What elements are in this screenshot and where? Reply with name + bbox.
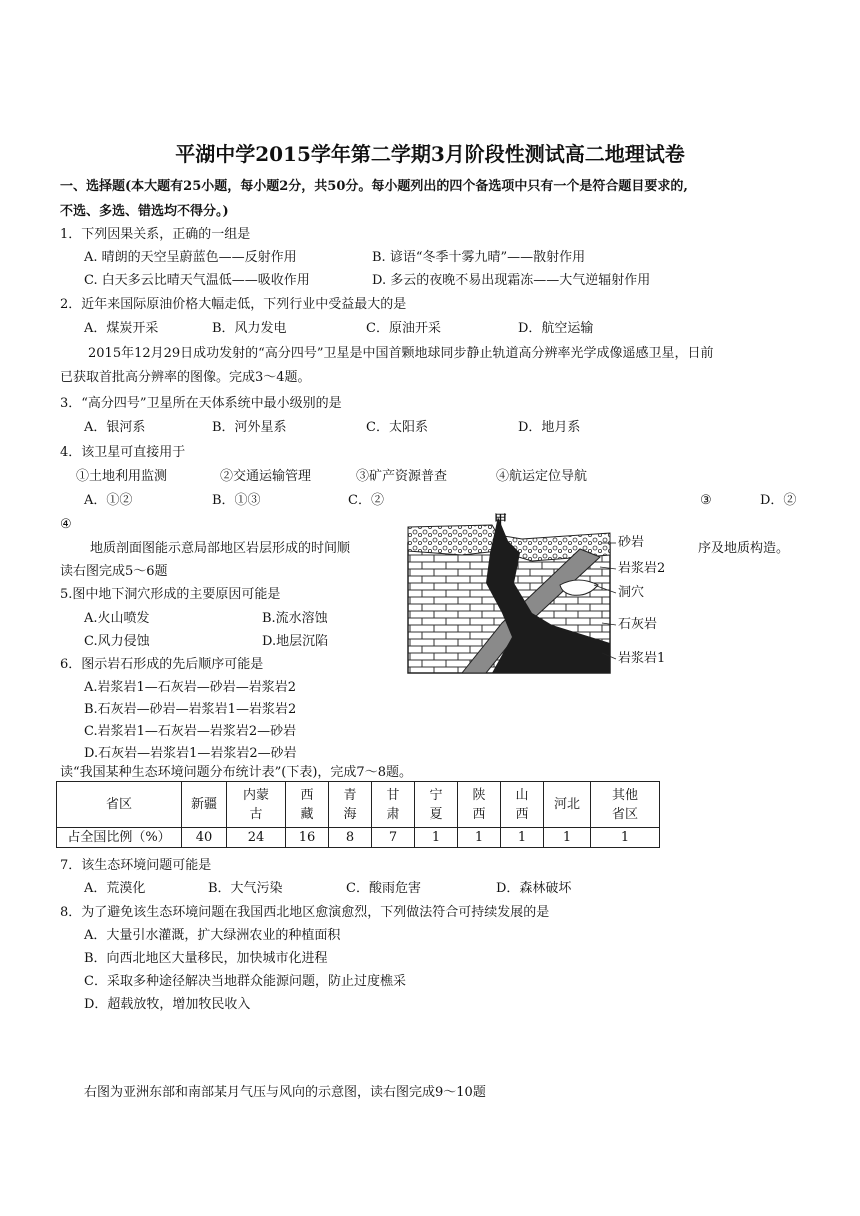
q7-option-d: D．森林破坏 (496, 881, 572, 896)
q4-option-c: C．② (348, 493, 384, 508)
q4-option-b: B．①③ (212, 493, 261, 508)
intro-3-4-line1: 2015年12月29日成功发射的“高分四号”卫星是中国首颗地球同步静止轨道高分辨率光学成像遥感卫星，日前 (88, 346, 714, 361)
table-header-cell: 青 海 (329, 782, 372, 828)
q4-item-2: ②交通运输管理 (220, 469, 312, 484)
q5-option-a: A.火山喷发 (84, 611, 150, 626)
q7-option-c: C．酸雨危害 (346, 881, 421, 896)
figure-label-cave: 洞穴 (618, 585, 645, 600)
table-header-cell: 陕 西 (458, 782, 501, 828)
intro-7-8: 读“我国某种生态环境问题分布统计表”(下表)，完成7～8题。 (60, 765, 412, 780)
table-cell: 1 (544, 828, 591, 848)
q4-option-a: A．①② (84, 493, 133, 508)
q3-option-d: D．地月系 (518, 420, 581, 435)
q3-option-a: A．银河系 (84, 420, 146, 435)
figure-label-magma-2: 岩浆岩2 (618, 561, 666, 576)
q3-stem: 3．“高分四号”卫星所在天体系统中最小级别的是 (60, 396, 342, 411)
q3-option-b: B．河外星系 (212, 420, 287, 435)
table-header-cell: 宁 夏 (415, 782, 458, 828)
figure-label-jia: 甲 (494, 513, 508, 528)
q6-option-c: C.岩浆岩1—石灰岩—岩浆岩2—砂岩 (84, 724, 297, 739)
q6-option-b: B.石灰岩—砂岩—岩浆岩1—岩浆岩2 (84, 702, 297, 717)
q7-stem: 7．该生态环境问题可能是 (60, 858, 212, 873)
table-cell: 24 (227, 828, 286, 848)
table-cell: 1 (501, 828, 544, 848)
q1-stem: 1．下列因果关系，正确的一组是 (60, 227, 251, 242)
q2-stem: 2．近年来国际原油价格大幅走低，下列行业中受益最大的是 (60, 297, 407, 312)
q4-option-d-tail: ④ (60, 517, 72, 532)
q5-stem: 5.图中地下洞穴形成的主要原因可能是 (60, 587, 281, 602)
table-header-cell: 甘 肃 (372, 782, 415, 828)
q7-option-a: A．荒漠化 (84, 881, 146, 896)
table-cell: 40 (182, 828, 227, 848)
table-row (57, 828, 660, 848)
q7-option-b: B．大气污染 (208, 881, 283, 896)
q5-option-d: D.地层沉陷 (262, 634, 329, 649)
table-header-cell: 其他 省区 (591, 782, 660, 828)
table-header-cell: 西 藏 (286, 782, 329, 828)
figure-label-sandstone: 砂岩 (618, 535, 645, 550)
page-title: 平湖中学2015学年第二学期3月阶段性测试高二地理试卷 (175, 142, 685, 166)
q8-option-c: C．采取多种途径解决当地群众能源问题，防止过度樵采 (84, 974, 406, 989)
q4-item-1: ①土地利用监测 (76, 469, 168, 484)
q8-option-d: D．超载放牧，增加牧民收入 (84, 997, 251, 1012)
q8-option-b: B．向西北地区大量移民，加快城市化进程 (84, 951, 328, 966)
q4-item-3: ③矿产资源普查 (356, 469, 448, 484)
intro-5-6-line2: 读右图完成5～6题 (60, 564, 168, 579)
q1-option-b: B. 谚语“冬季十雾九晴”——散射作用 (372, 250, 586, 265)
intro-3-4-line2: 已获取首批高分辨率的图像。完成3～4题。 (60, 370, 311, 385)
q2-option-b: B．风力发电 (212, 321, 287, 336)
q6-stem: 6．图示岩石形成的先后顺序可能是 (60, 657, 264, 672)
q5-option-c: C.风力侵蚀 (84, 634, 150, 649)
q2-option-a: A．煤炭开采 (84, 321, 159, 336)
geologic-cross-section-figure (402, 513, 682, 678)
q1-option-d: D. 多云的夜晚不易出现霜冻——大气逆辐射作用 (372, 273, 651, 288)
intro-5-6-line1b: 序及地质构造。 (698, 541, 790, 556)
q5-option-b: B.流水溶蚀 (262, 611, 328, 626)
figure-label-limestone: 石灰岩 (618, 617, 658, 632)
q4-option-d: D．② (760, 493, 797, 508)
table-header-cell: 山 西 (501, 782, 544, 828)
table-header-cell: 新疆 (182, 782, 227, 828)
table-header-cell: 省区 (57, 782, 182, 828)
table-header-cell: 河北 (544, 782, 591, 828)
table-header-row (57, 782, 660, 828)
section-heading-cont: 不选、多选、错选均不得分。) (60, 204, 229, 219)
table-cell: 16 (286, 828, 329, 848)
q1-option-a: A. 晴朗的天空呈蔚蓝色——反射作用 (84, 250, 297, 265)
statistics-table (56, 781, 660, 848)
q4-stem: 4．该卫星可直接用于 (60, 445, 186, 460)
q6-option-a: A.岩浆岩1—石灰岩—砂岩—岩浆岩2 (84, 680, 297, 695)
table-cell: 8 (329, 828, 372, 848)
q8-stem: 8．为了避免该生态环境问题在我国西北地区愈演愈烈，下列做法符合可持续发展的是 (60, 905, 550, 920)
table-cell: 占全国比例（%） (57, 828, 182, 848)
table-cell: 1 (458, 828, 501, 848)
q6-option-d: D.石灰岩—岩浆岩1—岩浆岩2—砂岩 (84, 746, 297, 761)
figure-label-magma-1: 岩浆岩1 (618, 651, 666, 666)
table-cell: 1 (415, 828, 458, 848)
intro-5-6-line1a: 地质剖面图能示意局部地区岩层形成的时间顺 (90, 541, 351, 556)
q8-option-a: A．大量引水灌溉，扩大绿洲农业的种植面积 (84, 928, 341, 943)
table-cell: 1 (591, 828, 660, 848)
q2-option-d: D．航空运输 (518, 321, 594, 336)
intro-9-10: 右图为亚洲东部和南部某月气压与风向的示意图，读右图完成9～10题 (84, 1085, 486, 1100)
q3-option-c: C．太阳系 (366, 420, 428, 435)
table-cell: 7 (372, 828, 415, 848)
q4-item-4: ④航运定位导航 (496, 469, 588, 484)
table-header-cell: 内蒙 古 (227, 782, 286, 828)
section-heading: 一、选择题(本大题有25小题，每小题2分，共50分。每小题列出的四个备选项中只有一个是符合题目要求的, (60, 179, 688, 194)
q2-option-c: C．原油开采 (366, 321, 441, 336)
q4-option-c-tail: ③ (700, 493, 712, 508)
q1-option-c: C. 白天多云比晴天气温低——吸收作用 (84, 273, 310, 288)
